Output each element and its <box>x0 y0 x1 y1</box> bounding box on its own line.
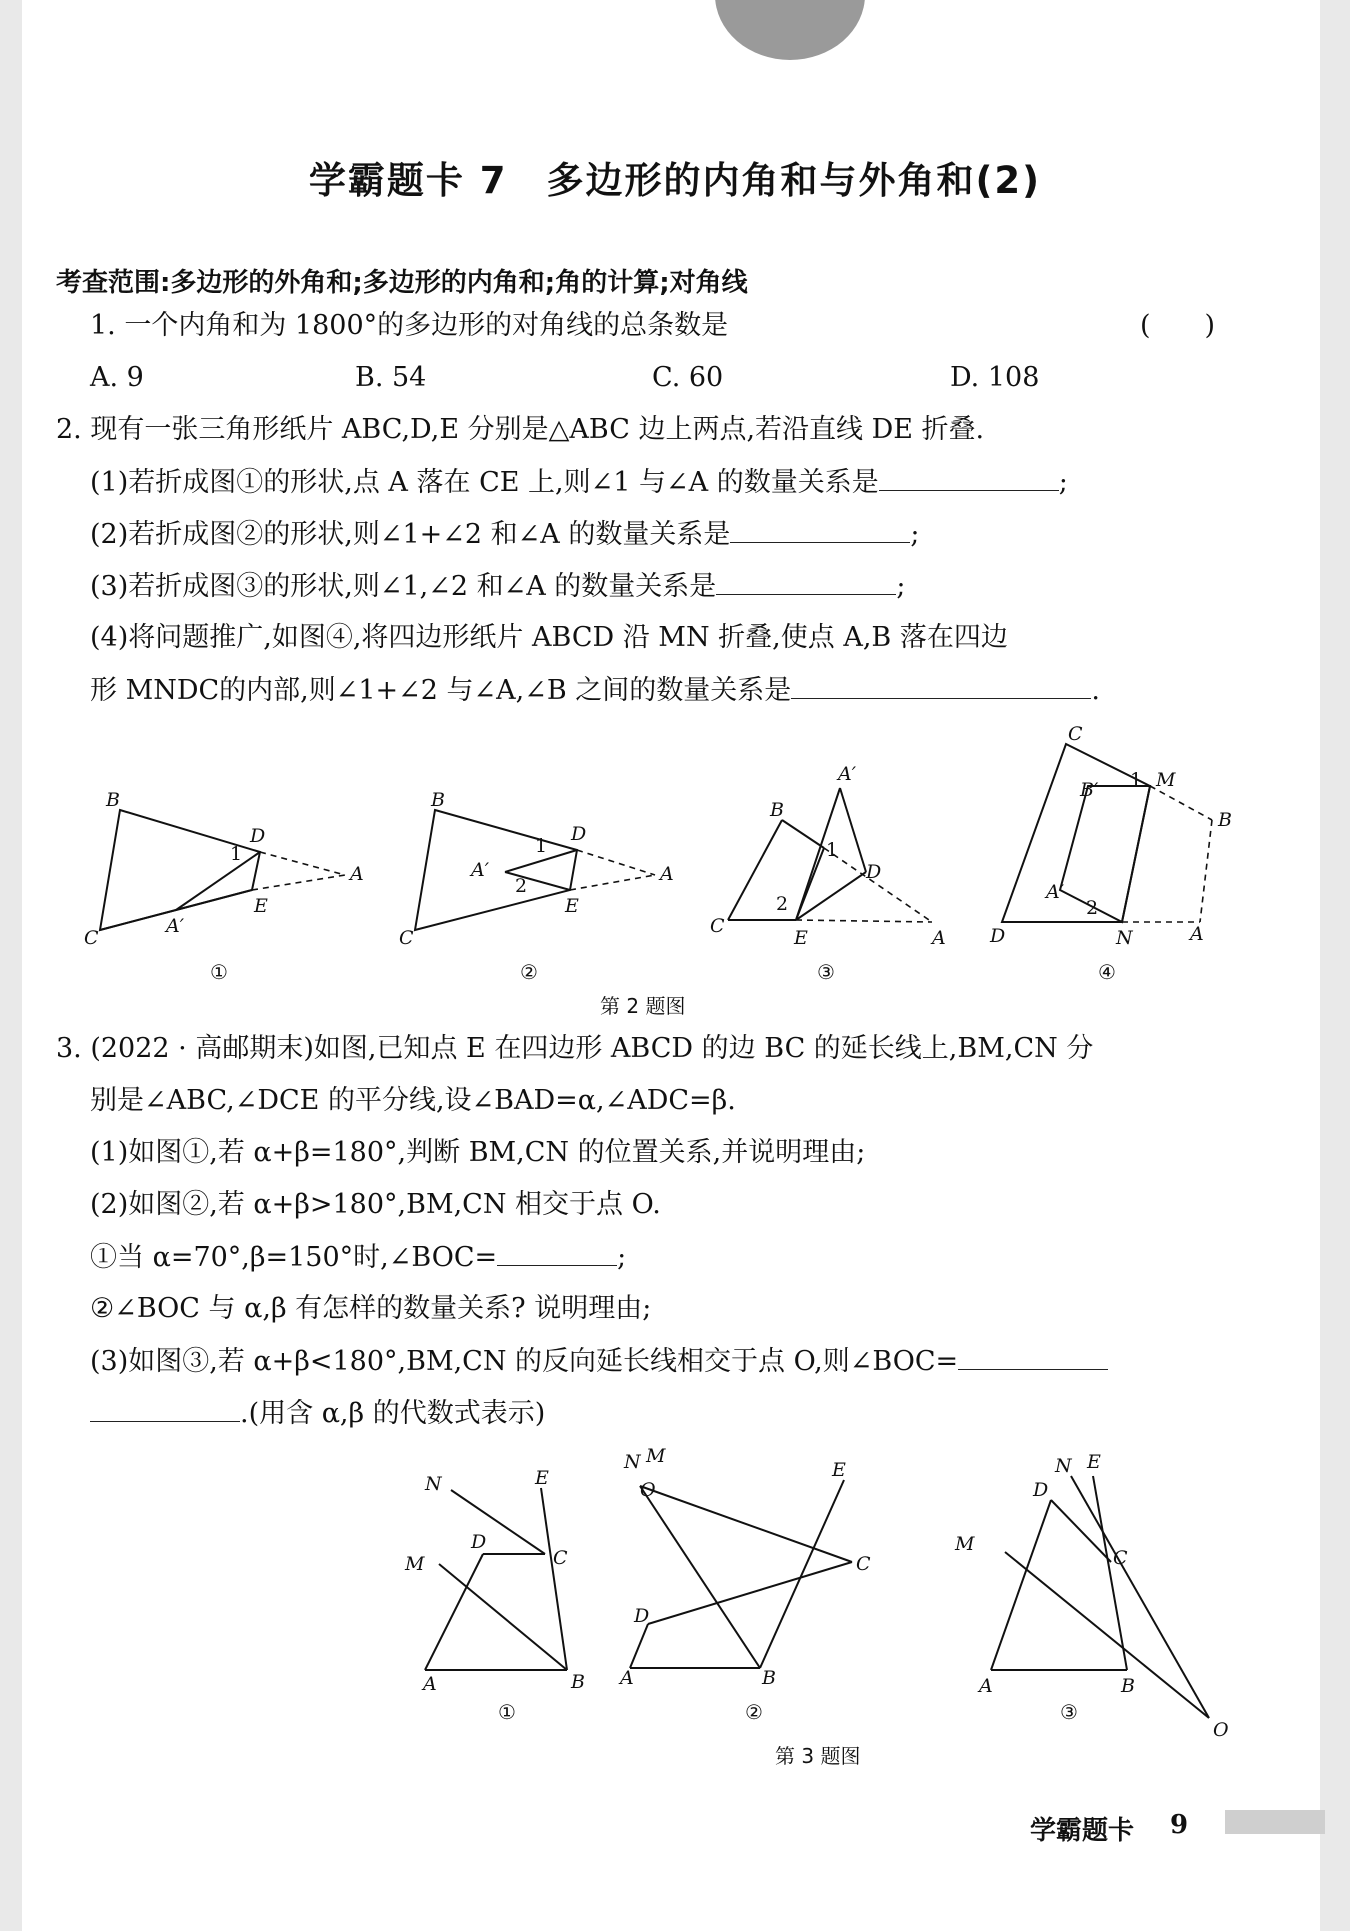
q3-part2a-blank[interactable] <box>497 1243 617 1266</box>
q3-fig-label-2: ② <box>745 1700 763 1724</box>
q2-part3-semicolon: ; <box>896 571 906 602</box>
svg-text:D: D <box>471 1531 487 1553</box>
footer-bar <box>1225 1810 1325 1834</box>
q2-figure-caption: 第 2 题图 <box>600 994 686 1018</box>
q3-part3-blank-a[interactable] <box>958 1347 1108 1370</box>
svg-text:C: C <box>710 915 725 937</box>
q2-fig-label-1: ① <box>210 960 228 984</box>
svg-text:A: A <box>350 863 364 885</box>
svg-text:B: B <box>571 1671 585 1693</box>
svg-text:A′: A′ <box>1046 881 1065 903</box>
q2-part4-blank[interactable] <box>791 676 1091 699</box>
svg-text:M: M <box>646 1445 666 1467</box>
left-scan-edge <box>0 0 22 1931</box>
q2-part1-blank[interactable] <box>879 468 1059 491</box>
svg-text:C: C <box>399 927 414 949</box>
q2-part2-semicolon: ; <box>910 519 920 550</box>
svg-text:D: D <box>250 825 266 847</box>
svg-text:D: D <box>571 823 587 845</box>
page-title: 学霸题卡 7 多边形的内角和与外角和(2) <box>308 159 1042 202</box>
svg-text:A′: A′ <box>166 915 185 937</box>
svg-text:M: M <box>405 1553 425 1575</box>
q3-figure-1 <box>395 1460 615 1695</box>
svg-text:N: N <box>1116 927 1133 949</box>
exam-scope: 考查范围:多边形的外角和;多边形的内角和;角的计算;对角线 <box>56 268 748 298</box>
svg-text:E: E <box>254 895 268 917</box>
svg-text:C: C <box>1068 723 1083 745</box>
svg-text:2: 2 <box>776 893 789 915</box>
svg-text:D: D <box>990 925 1006 947</box>
q2-stem: 2. 现有一张三角形纸片 ABC,D,E 分别是△ABC 边上两点,若沿直线 DE 折叠. <box>56 414 985 445</box>
q1-answer-paren: ( ) <box>1140 310 1216 341</box>
svg-text:E: E <box>1087 1451 1101 1473</box>
svg-text:A: A <box>979 1675 993 1697</box>
q3-part3-blank-b[interactable] <box>90 1399 240 1422</box>
q2-fig-label-2: ② <box>520 960 538 984</box>
svg-text:A: A <box>1190 923 1204 945</box>
svg-text:D: D <box>866 861 882 883</box>
svg-text:A′: A′ <box>838 763 857 785</box>
q3-figure-3 <box>945 1440 1245 1740</box>
q2-part1-semicolon: ; <box>1058 467 1068 498</box>
q3-fig-label-1: ① <box>498 1700 516 1724</box>
svg-text:B: B <box>762 1667 776 1689</box>
q2-part4-period: . <box>1091 675 1100 706</box>
q2-part1 <box>90 468 1068 496</box>
q2-part4-line2 <box>90 676 1100 704</box>
q3-part3 <box>90 1347 1108 1375</box>
svg-text:1: 1 <box>230 843 243 865</box>
q3-part2a-text: ①当 α=70°,β=150°时,∠BOC= <box>90 1242 498 1273</box>
svg-text:1: 1 <box>535 835 548 857</box>
svg-text:C: C <box>84 927 99 949</box>
svg-text:E: E <box>794 927 808 949</box>
svg-text:A: A <box>660 863 674 885</box>
svg-text:M: M <box>955 1533 975 1555</box>
svg-text:B: B <box>770 799 784 821</box>
svg-text:O: O <box>640 1479 656 1501</box>
svg-text:1: 1 <box>826 839 839 861</box>
svg-text:D: D <box>1033 1479 1049 1501</box>
svg-text:B: B <box>1121 1675 1135 1697</box>
svg-text:C: C <box>553 1547 568 1569</box>
svg-text:B′: B′ <box>1080 779 1099 801</box>
q2-part4-text: 形 MNDC的内部,则∠1+∠2 与∠A,∠B 之间的数量关系是 <box>90 675 792 706</box>
svg-text:N: N <box>624 1451 641 1473</box>
q1-option-b: B. 54 <box>355 362 427 393</box>
svg-text:C: C <box>1113 1547 1128 1569</box>
svg-text:M: M <box>1156 769 1176 791</box>
binder-hole <box>715 0 865 60</box>
q2-part2-text: (2)若折成图②的形状,则∠1+∠2 和∠A 的数量关系是 <box>90 519 731 550</box>
svg-text:2: 2 <box>1086 897 1099 919</box>
q2-part4-line1: (4)将问题推广,如图④,将四边形纸片 ABCD 沿 MN 折叠,使点 A,B 落在四边 <box>90 622 1008 653</box>
svg-text:A: A <box>620 1667 634 1689</box>
svg-text:O: O <box>1213 1719 1229 1741</box>
q2-part2-blank[interactable] <box>730 520 910 543</box>
svg-text:E: E <box>832 1459 846 1481</box>
q3-figure-2 <box>610 1440 870 1690</box>
q3-part2b: ②∠BOC 与 α,β 有怎样的数量关系? 说明理由; <box>90 1293 652 1324</box>
svg-text:E: E <box>535 1467 549 1489</box>
svg-text:N: N <box>1055 1455 1072 1477</box>
q2-part3 <box>90 572 905 600</box>
q1-option-a: A. 9 <box>90 362 144 393</box>
right-scan-edge <box>1320 0 1350 1931</box>
q2-fig-label-4: ④ <box>1098 960 1116 984</box>
q2-fig-label-3: ③ <box>817 960 835 984</box>
q3-part2a <box>90 1243 626 1271</box>
q1-stem: 1. 一个内角和为 1800°的多边形的对角线的总条数是 <box>90 310 729 341</box>
svg-text:D: D <box>634 1605 650 1627</box>
q3-fig-label-3: ③ <box>1060 1700 1078 1724</box>
q3-stem-line1: 3. (2022 · 高邮期末)如图,已知点 E 在四边形 ABCD 的边 BC 的延长线上,BM,CN 分 <box>56 1033 1094 1064</box>
q1-option-d: D. 108 <box>950 362 1040 393</box>
q2-part3-text: (3)若折成图③的形状,则∠1,∠2 和∠A 的数量关系是 <box>90 571 717 602</box>
q3-part3-tail: .(用含 α,β 的代数式表示) <box>240 1398 546 1429</box>
svg-text:A′: A′ <box>471 859 490 881</box>
q3-part3-text: (3)如图③,若 α+β<180°,BM,CN 的反向延长线相交于点 O,则∠BOC= <box>90 1346 959 1377</box>
footer-label: 学霸题卡 <box>1030 1816 1135 1846</box>
svg-text:C: C <box>856 1553 871 1575</box>
q2-figure-1 <box>80 780 380 960</box>
q2-part1-text: (1)若折成图①的形状,点 A 落在 CE 上,则∠1 与∠A 的数量关系是 <box>90 467 879 498</box>
q2-part3-blank[interactable] <box>716 572 896 595</box>
q3-part2a-semicolon: ; <box>617 1242 627 1273</box>
q3-part2: (2)如图②,若 α+β>180°,BM,CN 相交于点 O. <box>90 1189 661 1220</box>
svg-text:1: 1 <box>1130 769 1143 791</box>
q2-part2 <box>90 520 919 548</box>
q2-figure-2 <box>385 780 685 960</box>
page-number: 9 <box>1170 1810 1189 1840</box>
q3-part3-line2 <box>90 1399 545 1427</box>
svg-text:B: B <box>1218 809 1232 831</box>
q2-figure-4 <box>990 723 1250 960</box>
q2-figure-3 <box>700 760 960 960</box>
svg-text:2: 2 <box>515 875 528 897</box>
svg-text:N: N <box>425 1473 442 1495</box>
q3-figure-caption: 第 3 题图 <box>775 1744 861 1768</box>
svg-text:A: A <box>932 927 946 949</box>
q3-part1: (1)如图①,若 α+β=180°,判断 BM,CN 的位置关系,并说明理由; <box>90 1137 866 1168</box>
svg-text:B: B <box>431 789 445 811</box>
svg-text:B: B <box>106 789 120 811</box>
q1-option-c: C. 60 <box>652 362 724 393</box>
svg-text:A: A <box>423 1673 437 1695</box>
q3-stem-line2: 别是∠ABC,∠DCE 的平分线,设∠BAD=α,∠ADC=β. <box>90 1085 736 1116</box>
svg-text:E: E <box>565 895 579 917</box>
